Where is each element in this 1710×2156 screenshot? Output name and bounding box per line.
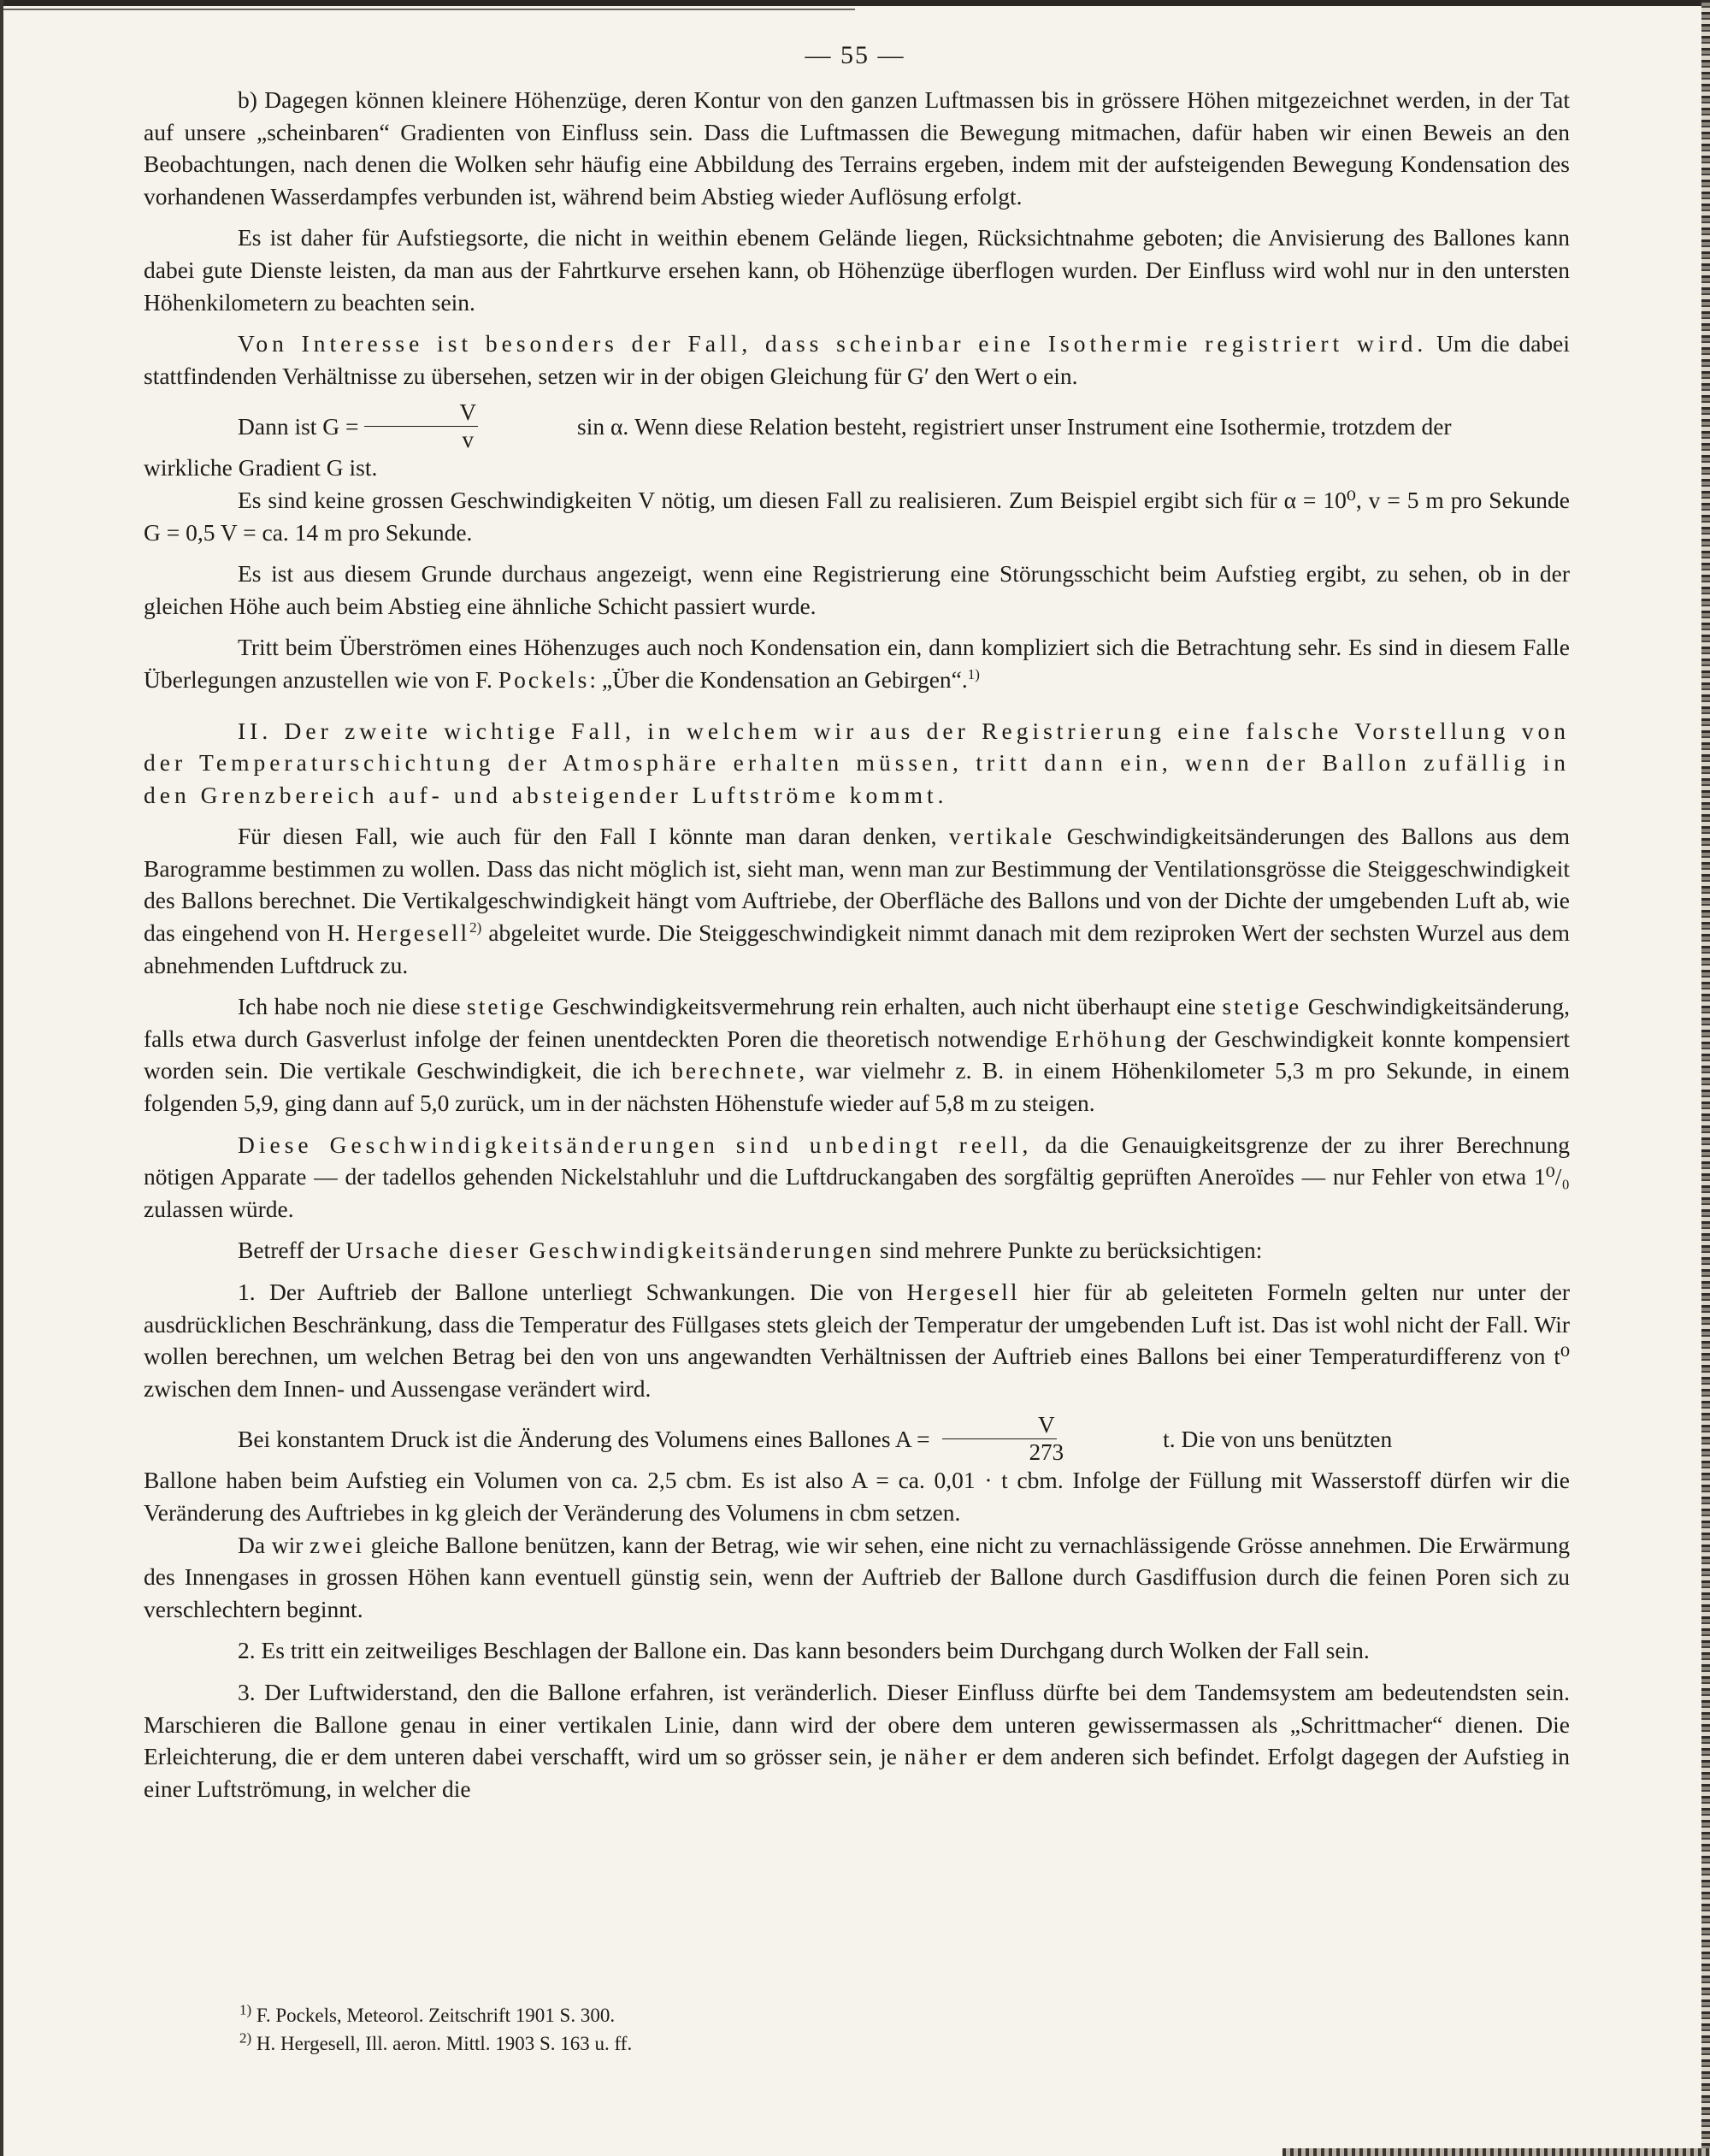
formula-line: Dann ist G = $\frac{V}{v}$ sin α. Wenn diese Relation besteht, registriert unser Instrument eine Isothermie, trotzdem der — [238, 399, 1452, 453]
paragraph-17: 3. Der Luftwiderstand, den die Ballone erfahren, ist veränderlich. Dieser Einfluss dürfte bei dem Tandemsystem am bedeutendsten sein. Marschieren die Ballone genau in einer vertikalen Linie, dann wird der obere dem unteren gewissermassen als „Schrittmacher“ dienen. Die Erleichterung, die er dem unteren dabei verschafft, wird um so grösser sein, je näher er dem anderen sich befindet. Erfolgt dagegen der Aufstieg in einer Luftströmung, in welcher die — [144, 1678, 1570, 1802]
formula-paragraph-2 — [144, 1414, 1570, 1528]
top-border-thin — [0, 9, 855, 10]
formula-continuation: wirkliche Gradient G ist. — [144, 454, 378, 481]
spaced-emphasis: Diese Geschwindigkeitsänderungen sind unbedingt reell, — [238, 1131, 1033, 1158]
left-border — [0, 0, 3, 2156]
spaced-name: Hergesell — [357, 919, 470, 947]
spaced-emphasis: Von Interesse ist besonders der Fall, dass scheinbar eine Isothermie registriert wird. — [238, 330, 1428, 357]
spaced-emphasis: Ursache dieser Geschwindigkeitsänderungen — [345, 1237, 875, 1264]
paragraph-13: 1. Der Auftrieb der Ballone unterliegt Schwankungen. Die von Hergesell hier für ab geleiteten Formeln gelten nur unter der ausdrücklichen Beschränkung, dass die Temperatur des Füllgases stets gleich der Temperatur der umgebenden Luft ist. Das ist wohl nicht der Fall. Wir wollen berechnen, um welchen Betrag bei den von uns angewandten Verhältnissen der Auftrieb eines Ballons bei einer Temperaturdifferenz von t⁰ zwischen dem Innen- und Aussengase verändert wird. — [144, 1279, 1570, 1402]
page-body — [144, 84, 1570, 1805]
formula-paragraph-1 — [144, 401, 1570, 484]
paragraph-5: Es sind keine grossen Geschwindigkeiten V nötig, um diesen Fall zu realisieren. Zum Beispiel ergibt sich für α = 10⁰, v = 5 m pro Sekunde G = 0,5 V = ca. 14 m pro Sekunde. — [144, 486, 1570, 546]
paragraph-11: Diese Geschwindigkeitsänderungen sind unbedingt reell, da die Genauigkeitsgrenze der zu ihrer Berechnung nötigen Apparate — der tadellos gehenden Nickelstahluhr und die Luftdruckangaben des sorgfältig geprüften Aneroïdes — nur Fehler von etwa 1⁰/₀ zulassen würde. — [144, 1131, 1571, 1222]
paragraph-16: 2. Es tritt ein zeitweiliges Beschlagen der Ballone ein. Das kann besonders beim Durchgang durch Wolken der Fall sein. — [238, 1637, 1370, 1664]
paragraph-6: Es ist aus diesem Grunde durchaus angezeigt, wenn eine Registrierung eine Störungsschicht beim Aufstieg ergibt, zu sehen, ob in der gleichen Höhe auch beim Abstieg eine ähnliche Schicht passiert wurde. — [144, 560, 1570, 619]
fraction-numerator: V — [364, 401, 479, 427]
paragraph-9: Für diesen Fall, wie auch für den Fall I könnte man daran denken, vertikale Geschwindigkeitsänderungen des Ballons aus dem Barogramme bestimmen zu wollen. Dass das nicht möglich ist, sieht man, wenn man zur Bestimmung der Ventilationsgrösse die Steiggeschwindigkeit des Ballons berechnet. Die Vertikalgeschwindigkeit hängt vom Auftriebe, der Oberfläche des Ballons und von der Dichte der umgebenden Luft ab, wie das eingehend von H. Hergesell$^{2)}$ abgeleitet wurde. Die Steiggeschwindigkeit nimmt danach mit dem reziproken Wert der sechsten Wurzel aus dem abnehmenden Luftdruck zu. — [144, 823, 1570, 978]
footnotes — [239, 2001, 1436, 2058]
paragraph-7: Tritt beim Überströmen eines Höhenzuges auch noch Kondensation ein, dann kompliziert sich die Betrachtung sehr. Es sind in diesem Falle Überlegungen anzustellen wie von F. Pockels: „Über die Kondensation an Gebirgen“.$^{1)}$ — [144, 634, 1570, 693]
paragraph-3 — [144, 328, 1570, 392]
fraction — [364, 401, 479, 452]
paragraph-text: Um die dabei stattfindenden Verhältnisse zu übersehen, setzen wir in der obigen Gleichung für G′ den Wert o ein. — [144, 330, 1570, 389]
paragraph-2: Es ist daher für Aufstiegsorte, die nicht in weithin ebenem Gelände liegen, Rücksichtnahme geboten; die Anvisierung des Ballones kann dabei gute Dienste leisten, da man aus der Fahrtkurve ersehen kann, ob Höhenzüge überflogen wurden. Der Einfluss wird wohl nur in den untersten Höhenkilometern zu beachten sein. — [144, 224, 1570, 316]
footnote-2: $^{2)}$ H. Hergesell, Ill. aeron. Mittl. 1903 S. 163 u. ff. — [239, 2029, 633, 2054]
footnote-ref: 1) — [967, 665, 980, 682]
right-scan-edge — [1701, 0, 1710, 2156]
footnote-1: $^{1)}$ F. Pockels, Meteorol. Zeitschrift 1901 S. 300. — [239, 2001, 616, 2026]
fraction-denominator: v — [462, 427, 475, 453]
formula-continuation: Ballone haben beim Aufstieg ein Volumen von ca. 2,5 cbm. Es ist also A = ca. 0,01 · t cbm. Infolge der Füllung mit Wasserstoff dürfen wir die Veränderung des Auftriebes in kg gleich der Veränderung des Volumens in cbm setzen. — [144, 1467, 1570, 1526]
spaced-emphasis: vertikale — [949, 823, 1055, 850]
fraction-denominator: 273 — [1029, 1439, 1064, 1466]
paragraph-10: Ich habe noch nie diese stetige Geschwindigkeitsvermehrung rein erhalten, auch nicht überhaupt eine stetige Geschwindigkeitsänderung, falls etwa durch Gasverlust infolge der feinen unentdeckten Poren die theoretisch notwendige Erhöhung der Geschwindigkeit konnte kompensiert worden sein. Die vertikale Geschwindigkeit, die ich berechnete, war vielmehr z. B. in einem Höhenkilometer 5,3 m pro Sekunde, in einem folgenden 5,9, ging dann auf 5,0 zurück, um in der nächsten Höhenstufe wieder auf 5,8 m zu steigen. — [144, 993, 1570, 1117]
paragraph-12: Betreff der Ursache dieser Geschwindigkeitsänderungen sind mehrere Punkte zu berücksichtigen: — [238, 1237, 1263, 1264]
bottom-scan-edge — [1282, 2148, 1710, 2156]
fraction — [935, 1414, 1064, 1464]
formula-line: Bei konstantem Druck ist die Änderung des Volumens eines Ballones A = $\frac{V}{273}$ t. Die von uns benützten — [238, 1412, 1393, 1466]
footnote-ref: 2) — [469, 919, 482, 936]
paragraph-15: Da wir zwei gleiche Ballone benützen, kann der Betrag, wie wir sehen, eine nicht zu vernachlässigende Grösse annehmen. Die Erwärmung des Innengases in grossen Höhen kann eventuell günstig sein, wenn der Auftrieb der Ballone durch Gasdiffusion durch die feinen Poren sich zu verschlechtern beginnt. — [144, 1531, 1570, 1622]
paragraph-8: II. Der zweite wichtige Fall, in welchem wir aus der Registrierung eine falsche Vorstellung von der Temperaturschichtung der Atmosphäre erhalten müssen, tritt dann ein, wenn der Ballon zufällig in den Grenzbereich auf- und absteigender Luftströme kommt. — [144, 717, 1570, 808]
fraction-numerator: V — [942, 1414, 1057, 1439]
top-border — [0, 0, 1701, 6]
spaced-name: Hergesell — [906, 1279, 1020, 1305]
spaced-name: Pockels — [498, 665, 590, 693]
spaced-emphasis: näher — [904, 1743, 970, 1770]
page-number: — 55 — — [805, 41, 905, 69]
spaced-emphasis: zwei — [310, 1531, 364, 1558]
paragraph-1: b) Dagegen können kleinere Höhenzüge, deren Kontur von den ganzen Luftmassen bis in grössere Höhen mitgezeichnet werden, in der Tat auf unsere „scheinbaren“ Gradienten von Einfluss sein. Dass die Luftmassen die Bewegung mitmachen, dafür haben wir einen Beweis an den Beobachtungen, nach denen die Wolken sehr häufig eine Abbildung des Terrains ergeben, indem mit der aufsteigenden Bewegung Kondensation des vorhandenen Wasserdampfes verbunden ist, während beim Abstieg wieder Auflösung erfolgt. — [144, 86, 1570, 210]
